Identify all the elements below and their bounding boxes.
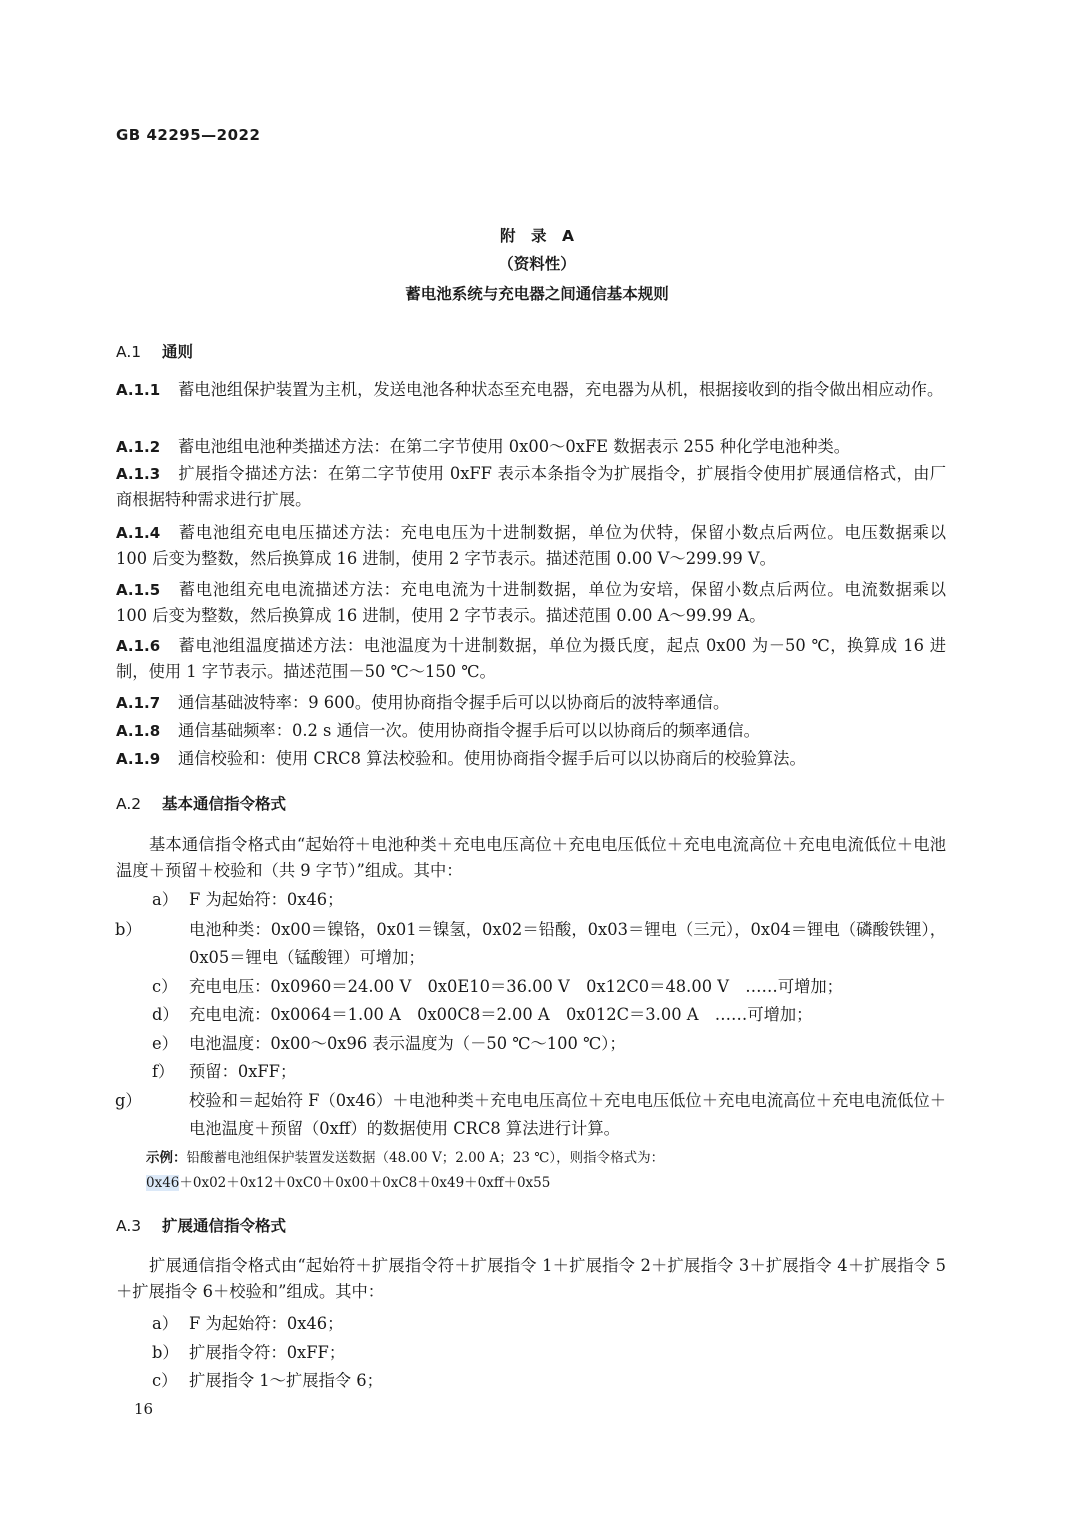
clause-a-1-8 xyxy=(116,718,946,744)
list-marker: c） xyxy=(152,1371,178,1390)
clause-number: A.1.2 xyxy=(116,438,161,456)
clause-number: A.1.7 xyxy=(116,694,161,712)
list-marker: b） xyxy=(152,1343,179,1362)
clause-a-1-2 xyxy=(116,434,946,460)
example-formula xyxy=(146,1173,550,1193)
a3-list-item-a xyxy=(152,1310,946,1338)
clause-text: 蓄电池组保护装置为主机，发送电池各种状态至充电器，充电器为从机，根据接收到的指令做出相应动作。 xyxy=(178,380,944,399)
list-marker: c） xyxy=(152,977,178,996)
list-item-e xyxy=(152,1030,946,1058)
clause-text: 通信校验和：使用 CRC8 算法校验和。使用协商指令握手后可以以协商后的校验算法。 xyxy=(178,749,806,768)
section-a3-heading xyxy=(116,1214,286,1236)
clause-number: A.1.4 xyxy=(116,524,161,542)
list-item-f xyxy=(152,1058,946,1086)
list-item-a xyxy=(152,886,946,914)
list-text: 电池温度：0x00～0x96 表示温度为（－50 ℃～100 ℃）； xyxy=(189,1034,626,1053)
standard-header: GB 42295—2022 xyxy=(116,126,261,144)
clause-text: 通信基础波特率：9 600。使用协商指令握手后可以以协商后的波特率通信。 xyxy=(178,693,730,712)
clause-number: A.1.6 xyxy=(116,637,161,655)
list-item-d xyxy=(152,1001,946,1029)
clause-a-1-7 xyxy=(116,690,946,716)
list-text: 校验和＝起始符 F（0x46）＋电池种类＋充电电压高位＋充电电压低位＋充电电流高位＋充电电流低位＋电池温度＋预留（0xff）的数据使用 CRC8 算法进行计算。 xyxy=(189,1091,946,1138)
a3-intro-paragraph: 扩展通信指令格式由“起始符＋扩展指令符＋扩展指令 1＋扩展指令 2＋扩展指令 3＋扩展指令 4＋扩展指令 5＋扩展指令 6＋校验和”组成。其中： xyxy=(116,1256,946,1301)
clause-a-1-4 xyxy=(116,520,946,572)
section-a1-heading xyxy=(116,340,193,362)
clause-number: A.1.3 xyxy=(116,465,161,483)
list-text: F 为起始符：0x46； xyxy=(189,890,344,909)
list-item-g xyxy=(115,1087,946,1143)
appendix-subtitle: （资料性） xyxy=(498,255,576,273)
clause-text: 通信基础频率：0.2 s 通信一次。使用协商指令握手后可以以协商后的频率通信。 xyxy=(178,721,760,740)
list-marker: f） xyxy=(152,1062,175,1081)
section-title: 基本通信指令格式 xyxy=(162,795,287,813)
list-text: 充电电压：0x0960＝24.00 V 0x0E10＝36.00 V 0x12C0＝48.00 V ……可增加； xyxy=(189,977,843,996)
list-marker: a） xyxy=(152,890,178,909)
appendix-title: 附 录 A xyxy=(500,227,574,245)
section-title: 扩展通信指令格式 xyxy=(162,1217,287,1235)
page-number: 16 xyxy=(134,1400,154,1418)
list-marker: a） xyxy=(152,1314,178,1333)
clause-number: A.1.8 xyxy=(116,722,161,740)
clause-a-1-1 xyxy=(116,377,946,403)
clause-text: 蓄电池组温度描述方法：电池温度为十进制数据，单位为摄氏度，起点 0x00 为－50 ℃，换算成 16 进制，使用 1 字节表示。描述范围－50 ℃～150 ℃。 xyxy=(116,636,946,681)
clause-number: A.1.5 xyxy=(116,581,161,599)
list-text: 扩展指令 1～扩展指令 6； xyxy=(189,1371,383,1390)
appendix-heading: 蓄电池系统与充电器之间通信基本规则 xyxy=(405,285,669,303)
formula-rest: ＋0x02＋0x12＋0xC0＋0x00＋0xC8＋0x49＋0xff＋0x55 xyxy=(179,1175,551,1191)
section-number: A.2 xyxy=(116,795,142,813)
clause-text: 蓄电池组电池种类描述方法：在第二字节使用 0x00～0xFE 数据表示 255 种化学电池种类。 xyxy=(178,437,851,456)
example-text: 铅酸蓄电池组保护装置发送数据（48.00 V；2.00 A；23 ℃），则指令格式为： xyxy=(186,1150,665,1166)
list-marker: e） xyxy=(152,1034,178,1053)
clause-a-1-9 xyxy=(116,746,946,772)
list-text: 充电电流：0x0064＝1.00 A 0x00C8＝2.00 A 0x012C＝3.00 A ……可增加； xyxy=(189,1005,813,1024)
clause-a-1-5 xyxy=(116,577,946,629)
list-text: 电池种类：0x00＝镍铬，0x01＝镍氢，0x02＝铅酸，0x03＝锂电（三元），0x04＝锂电（磷酸铁锂），0x05＝锂电（锰酸锂）可增加； xyxy=(189,920,946,967)
clause-text: 扩展指令描述方法：在第二字节使用 0xFF 表示本条指令为扩展指令，扩展指令使用扩展通信格式，由厂商根据特种需求进行扩展。 xyxy=(116,464,946,509)
list-marker: d） xyxy=(152,1005,179,1024)
section-a2-heading xyxy=(116,792,286,814)
list-text: 扩展指令符：0xFF； xyxy=(189,1343,346,1362)
clause-text: 蓄电池组充电电流描述方法：充电电流为十进制数据，单位为安培，保留小数点后两位。电流数据乘以 100 后变为整数，然后换算成 16 进制，使用 2 字节表示。描述范围 0.00 A～99.99 A。 xyxy=(116,580,946,625)
example-note xyxy=(146,1148,664,1168)
a3-list-item-c xyxy=(152,1367,946,1395)
list-item-b xyxy=(115,916,946,972)
example-label: 示例： xyxy=(146,1150,187,1166)
section-title: 通则 xyxy=(162,343,194,361)
clause-number: A.1.9 xyxy=(116,750,161,768)
list-item-c xyxy=(152,973,946,1001)
clause-text: 蓄电池组充电电压描述方法：充电电压为十进制数据，单位为伏特，保留小数点后两位。电压数据乘以 100 后变为整数，然后换算成 16 进制，使用 2 字节表示。描述范围 0.00 V～299.99 V。 xyxy=(116,523,946,568)
list-text: F 为起始符：0x46； xyxy=(189,1314,344,1333)
list-marker: g） xyxy=(115,1091,142,1110)
section-number: A.3 xyxy=(116,1217,142,1235)
a3-list-item-b xyxy=(152,1339,946,1367)
a2-intro-paragraph: 基本通信指令格式由“起始符＋电池种类＋充电电压高位＋充电电压低位＋充电电流高位＋充电电流低位＋电池温度＋预留＋校验和（共 9 字节）”组成。其中： xyxy=(116,835,946,880)
clause-a-1-6 xyxy=(116,633,946,685)
section-number: A.1 xyxy=(116,343,142,361)
list-marker: b） xyxy=(115,920,142,939)
list-text: 预留：0xFF； xyxy=(189,1062,297,1081)
formula-highlight: 0x46 xyxy=(146,1175,180,1191)
clause-a-1-3 xyxy=(116,461,946,513)
clause-number: A.1.1 xyxy=(116,381,161,399)
